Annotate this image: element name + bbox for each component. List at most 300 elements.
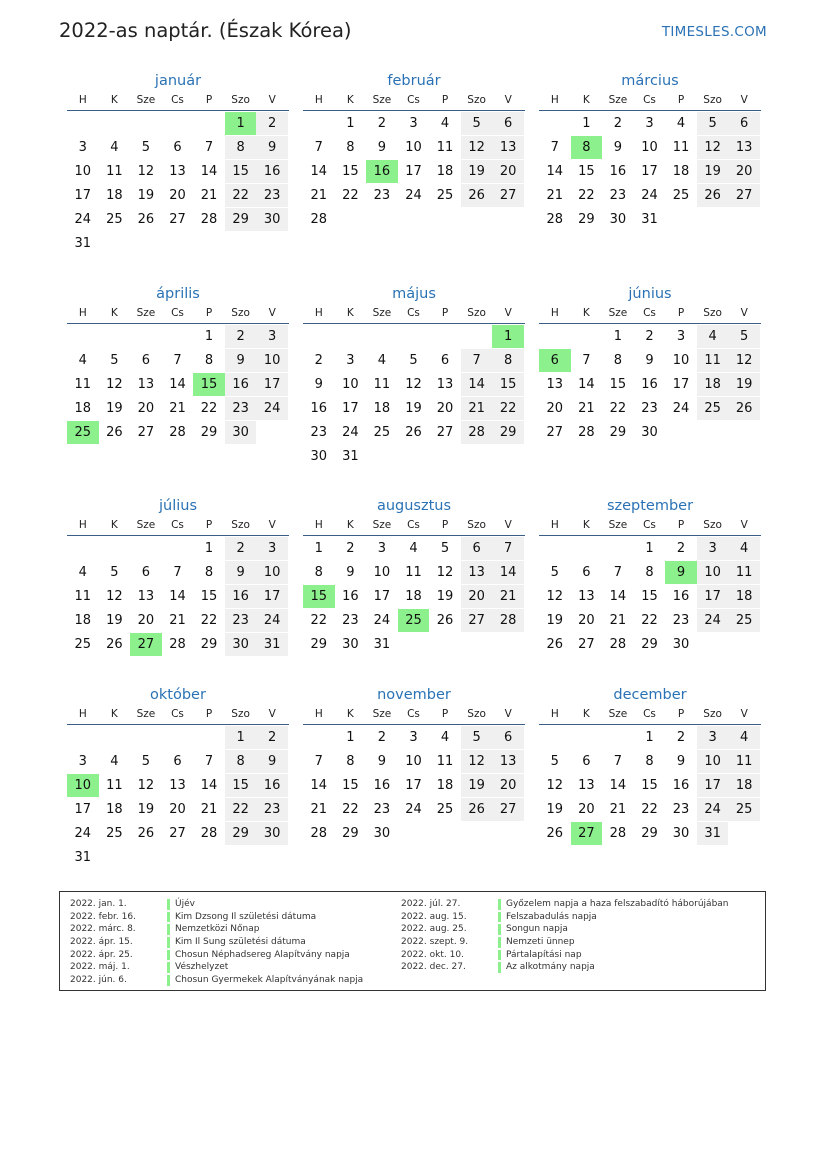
day-cell: 22	[578, 188, 595, 203]
weekday-label: Sze	[136, 519, 156, 531]
day-cell: 2	[346, 541, 355, 556]
legend-color-marker	[498, 962, 501, 973]
day-cell: 6	[582, 565, 591, 580]
day-cell: 3	[645, 116, 654, 131]
holiday-day-cell: 27	[130, 633, 162, 656]
day-cell: 12	[546, 589, 564, 604]
legend-color-marker	[498, 899, 501, 910]
day-cell: 29	[641, 826, 658, 841]
day-cell: 29	[310, 637, 328, 652]
weekday-label: Sze	[136, 307, 156, 319]
day-cell: 6	[582, 754, 591, 769]
weekday-label: H	[78, 708, 87, 720]
empty-day-cell	[99, 325, 131, 348]
day-cell: 5	[141, 140, 151, 155]
day-cell: 3	[78, 140, 87, 155]
weekday-label: V	[740, 307, 748, 319]
day-cell: 2	[377, 730, 387, 745]
weekday-label: Szo	[703, 94, 722, 106]
day-cell: 1	[346, 116, 355, 131]
day-cell: 4	[78, 565, 87, 580]
weekday-label: K	[582, 519, 590, 531]
day-cell: 16	[373, 778, 391, 793]
day-cell: 5	[110, 353, 119, 368]
day-cell: 30	[672, 637, 690, 652]
weekend-day-cell: 27	[492, 798, 524, 821]
day-cell: 14	[169, 589, 186, 604]
day-cell: 26	[137, 212, 155, 227]
legend-holiday-name: Az alkotmány napja	[506, 962, 595, 973]
day-cell: 18	[373, 401, 391, 416]
week-row	[539, 184, 761, 208]
weekday-label: V	[740, 94, 748, 106]
day-cell: 22	[310, 613, 328, 628]
day-cell: 1	[204, 541, 214, 556]
day-cell: 12	[106, 589, 123, 604]
week-row	[539, 160, 761, 184]
weekday-header	[539, 706, 761, 725]
legend-holiday-name: Chosun Néphadsereg Alapítvány napja	[175, 949, 350, 960]
week-row	[303, 160, 525, 184]
weekend-day-cell: 9	[225, 561, 257, 584]
weekday-label: Cs	[171, 94, 184, 106]
day-cell: 6	[173, 754, 182, 769]
weekend-day-cell: 9	[225, 349, 257, 372]
month-name: február	[387, 73, 441, 89]
day-cell: 13	[137, 589, 155, 604]
weekday-label: K	[346, 519, 354, 531]
day-cell: 4	[676, 116, 686, 131]
day-cell: 4	[377, 353, 387, 368]
month-5	[539, 285, 761, 445]
day-cell: 5	[550, 754, 559, 769]
week-row	[67, 136, 289, 160]
weekend-day-cell: 6	[728, 112, 760, 135]
weekend-day-cell: 20	[728, 160, 760, 183]
holiday-day-cell: 9	[665, 561, 697, 584]
day-cell: 26	[546, 826, 564, 841]
day-cell: 25	[373, 425, 391, 440]
holiday-day-cell: 1	[492, 325, 524, 348]
weekend-day-cell: 2	[256, 726, 288, 749]
day-cell: 16	[310, 401, 328, 416]
weekday-label: Szo	[467, 94, 486, 106]
day-cell: 25	[74, 637, 92, 652]
legend-date: 2022. aug. 15.	[401, 911, 467, 922]
weekend-day-cell: 30	[256, 208, 288, 231]
week-row	[67, 633, 289, 657]
day-cell: 29	[200, 425, 218, 440]
day-cell: 5	[440, 541, 450, 556]
weekend-day-cell: 10	[256, 561, 288, 584]
empty-day-cell	[256, 846, 288, 869]
day-cell: 22	[200, 401, 218, 416]
legend-column-left	[60, 898, 363, 987]
day-cell: 10	[641, 140, 658, 155]
day-cell: 9	[676, 754, 686, 769]
day-cell: 8	[346, 754, 355, 769]
weekend-day-cell: 20	[492, 160, 524, 183]
day-cell: 29	[609, 425, 627, 440]
weekend-day-cell: 11	[728, 750, 760, 773]
week-row	[539, 136, 761, 160]
empty-day-cell	[130, 537, 162, 560]
weekday-label: Szo	[231, 708, 250, 720]
week-row	[539, 561, 761, 585]
weekend-day-cell: 16	[225, 585, 257, 608]
weekday-header	[303, 706, 525, 725]
weekday-label: Szo	[467, 307, 486, 319]
weekend-day-cell: 29	[492, 421, 524, 444]
month-1	[303, 72, 525, 232]
week-row	[67, 421, 289, 445]
weekend-day-cell: 18	[697, 373, 729, 396]
weekday-label: V	[504, 519, 512, 531]
weekday-label: Szo	[467, 708, 486, 720]
legend-holiday-name: Újév	[175, 899, 195, 909]
day-cell: 18	[106, 188, 123, 203]
weekend-day-cell: 21	[461, 397, 493, 420]
day-cell: 13	[436, 377, 454, 392]
weekend-day-cell: 31	[256, 633, 288, 656]
empty-day-cell	[492, 208, 524, 231]
month-4	[303, 285, 525, 469]
weekday-header	[539, 305, 761, 324]
day-cell: 26	[106, 425, 123, 440]
day-cell: 11	[74, 377, 92, 392]
week-row	[303, 349, 525, 373]
day-cell: 24	[405, 188, 422, 203]
legend-color-marker	[167, 937, 170, 948]
week-row	[539, 750, 761, 774]
day-cell: 21	[310, 188, 328, 203]
weekend-day-cell: 13	[492, 750, 524, 773]
weekday-label: H	[78, 307, 87, 319]
legend-holiday-name: Győzelem napja a haza felszabadító háborújában	[506, 899, 729, 909]
day-cell: 10	[74, 164, 92, 179]
empty-day-cell	[461, 325, 493, 348]
day-cell: 1	[346, 730, 355, 745]
legend-date: 2022. máj. 1.	[70, 962, 130, 973]
weekday-label: Cs	[171, 307, 184, 319]
weekend-day-cell: 21	[492, 585, 524, 608]
empty-day-cell	[366, 208, 398, 231]
week-row	[539, 349, 761, 373]
week-row	[539, 373, 761, 397]
day-cell: 22	[641, 802, 658, 817]
week-row	[539, 325, 761, 349]
day-cell: 27	[137, 425, 155, 440]
holiday-day-cell: 8	[571, 136, 603, 159]
legend-date: 2022. febr. 16.	[70, 911, 136, 922]
empty-day-cell	[256, 232, 288, 255]
day-cell: 23	[672, 802, 690, 817]
day-cell: 10	[405, 140, 422, 155]
day-cell: 14	[200, 164, 218, 179]
day-cell: 29	[200, 637, 218, 652]
day-cell: 24	[74, 826, 92, 841]
day-cell: 12	[436, 565, 454, 580]
month-8	[539, 497, 761, 657]
weekday-label: K	[110, 307, 118, 319]
day-cell: 22	[342, 802, 359, 817]
empty-day-cell	[99, 726, 131, 749]
day-cell: 17	[74, 188, 92, 203]
empty-day-cell	[429, 325, 461, 348]
empty-day-cell	[728, 208, 760, 231]
legend-color-marker	[498, 924, 501, 935]
day-cell: 21	[546, 188, 564, 203]
weekday-label: Sze	[136, 94, 156, 106]
empty-day-cell	[303, 325, 335, 348]
day-cell: 30	[373, 826, 391, 841]
empty-day-cell	[99, 112, 131, 135]
day-cell: 18	[436, 164, 454, 179]
weekend-day-cell: 29	[225, 822, 257, 845]
day-cell: 2	[377, 116, 387, 131]
weekend-day-cell: 26	[728, 397, 760, 420]
week-row	[539, 585, 761, 609]
weekend-day-cell: 28	[492, 609, 524, 632]
day-cell: 21	[310, 802, 328, 817]
day-cell: 12	[137, 778, 155, 793]
day-cell: 17	[373, 589, 391, 604]
empty-day-cell	[665, 421, 697, 444]
day-cell: 21	[200, 802, 218, 817]
weekday-label: P	[677, 519, 685, 531]
day-cell: 28	[310, 212, 328, 227]
month-name: május	[392, 286, 436, 302]
day-cell: 19	[546, 613, 564, 628]
week-row	[303, 609, 525, 633]
week-row	[67, 609, 289, 633]
weekend-day-cell: 29	[225, 208, 257, 231]
day-cell: 7	[173, 565, 182, 580]
weekend-day-cell: 13	[461, 561, 493, 584]
empty-day-cell	[162, 325, 194, 348]
weekend-day-cell: 11	[697, 349, 729, 372]
empty-day-cell	[665, 208, 697, 231]
day-cell: 30	[641, 425, 658, 440]
day-cell: 5	[550, 565, 559, 580]
day-cell: 12	[106, 377, 123, 392]
weekday-label: V	[504, 307, 512, 319]
week-row	[539, 537, 761, 561]
weekday-label: Cs	[171, 708, 184, 720]
weekend-day-cell: 15	[225, 774, 257, 797]
empty-day-cell	[728, 822, 760, 845]
empty-day-cell	[193, 726, 225, 749]
weekend-day-cell: 12	[728, 349, 760, 372]
holiday-day-cell: 10	[67, 774, 99, 797]
day-cell: 17	[342, 401, 359, 416]
week-row	[67, 349, 289, 373]
empty-day-cell	[602, 537, 634, 560]
weekday-label: Szo	[231, 94, 250, 106]
week-row	[303, 397, 525, 421]
week-row	[303, 421, 525, 445]
day-cell: 6	[440, 353, 450, 368]
day-cell: 7	[204, 754, 214, 769]
week-row	[303, 822, 525, 846]
day-cell: 10	[342, 377, 359, 392]
legend-color-marker	[167, 924, 170, 935]
day-cell: 16	[342, 589, 359, 604]
empty-day-cell	[602, 726, 634, 749]
month-name: március	[621, 73, 679, 89]
weekend-day-cell: 13	[728, 136, 760, 159]
day-cell: 7	[550, 140, 559, 155]
empty-day-cell	[99, 232, 131, 255]
day-cell: 4	[409, 541, 418, 556]
empty-day-cell	[130, 726, 162, 749]
legend-holiday-name: Kim Dzsong Il születési dátuma	[175, 911, 317, 922]
brand-link[interactable]: TIMESLES.COM	[661, 24, 767, 40]
weekday-header	[67, 92, 289, 111]
legend-date: 2022. ápr. 15.	[70, 937, 133, 948]
legend-row	[60, 961, 363, 974]
week-row	[539, 798, 761, 822]
day-cell: 2	[676, 730, 686, 745]
day-cell: 4	[110, 754, 119, 769]
weekday-label: Cs	[643, 519, 656, 531]
day-cell: 7	[314, 140, 323, 155]
weekday-label: Szo	[703, 307, 722, 319]
legend-date: 2022. jún. 6.	[70, 975, 127, 986]
empty-day-cell	[162, 232, 194, 255]
weekday-label: P	[441, 307, 449, 319]
weekend-day-cell: 6	[492, 726, 524, 749]
empty-day-cell	[429, 208, 461, 231]
week-row	[67, 184, 289, 208]
weekend-day-cell: 15	[492, 373, 524, 396]
day-cell: 9	[314, 377, 323, 392]
legend-holiday-name: Vészhelyzet	[175, 962, 229, 973]
day-cell: 6	[141, 353, 151, 368]
month-name: augusztus	[376, 498, 452, 514]
day-cell: 21	[609, 613, 627, 628]
weekday-header	[303, 92, 525, 111]
weekday-header	[67, 706, 289, 725]
weekend-day-cell: 2	[256, 112, 288, 135]
day-cell: 13	[578, 778, 595, 793]
empty-day-cell	[193, 232, 225, 255]
day-cell: 10	[405, 754, 422, 769]
page-title: 2022-as naptár. (Észak Kórea)	[59, 19, 352, 42]
weekday-label: Sze	[372, 94, 392, 106]
month-name: december	[613, 687, 687, 703]
day-cell: 11	[436, 140, 454, 155]
month-name: július	[158, 498, 198, 514]
month-9	[67, 686, 289, 870]
day-cell: 20	[436, 401, 454, 416]
weekday-label: K	[110, 94, 118, 106]
weekday-label: Sze	[608, 307, 628, 319]
empty-day-cell	[697, 208, 729, 231]
day-cell: 7	[204, 140, 214, 155]
day-cell: 14	[200, 778, 218, 793]
day-cell: 8	[346, 140, 355, 155]
day-cell: 8	[204, 353, 214, 368]
legend-row	[60, 936, 363, 949]
empty-day-cell	[225, 232, 257, 255]
day-cell: 15	[342, 778, 359, 793]
empty-day-cell	[67, 325, 99, 348]
day-cell: 7	[582, 353, 591, 368]
day-cell: 14	[578, 377, 595, 392]
weekday-label: Cs	[171, 519, 184, 531]
day-cell: 30	[609, 212, 627, 227]
week-row	[303, 445, 525, 469]
weekday-label: H	[78, 519, 87, 531]
day-cell: 14	[609, 589, 627, 604]
weekend-day-cell: 3	[256, 325, 288, 348]
day-cell: 3	[377, 541, 387, 556]
day-cell: 18	[405, 589, 422, 604]
week-row	[303, 633, 525, 657]
day-cell: 4	[78, 353, 87, 368]
day-cell: 4	[110, 140, 119, 155]
month-7	[303, 497, 525, 657]
week-row	[67, 822, 289, 846]
day-cell: 2	[645, 329, 654, 344]
weekday-label: P	[677, 94, 685, 106]
day-cell: 28	[169, 425, 186, 440]
weekend-day-cell: 11	[728, 561, 760, 584]
day-cell: 30	[672, 826, 690, 841]
weekday-label: V	[268, 307, 276, 319]
week-row	[67, 208, 289, 232]
legend-holiday-name: Nemzeti ünnep	[506, 937, 575, 948]
empty-day-cell	[539, 726, 571, 749]
week-row	[67, 397, 289, 421]
empty-day-cell	[571, 537, 603, 560]
legend-date: 2022. júl. 27.	[401, 899, 461, 909]
legend-date: 2022. okt. 10.	[401, 949, 464, 960]
week-row	[539, 774, 761, 798]
week-row	[303, 373, 525, 397]
weekday-label: Sze	[372, 519, 392, 531]
day-cell: 9	[377, 140, 387, 155]
weekday-label: H	[78, 94, 87, 106]
weekday-label: Cs	[407, 307, 420, 319]
weekend-day-cell: 31	[697, 822, 729, 845]
day-cell: 17	[405, 164, 422, 179]
weekend-day-cell: 25	[728, 798, 760, 821]
day-cell: 29	[578, 212, 595, 227]
weekday-label: Szo	[231, 519, 250, 531]
weekend-day-cell: 6	[492, 112, 524, 135]
weekend-day-cell: 20	[461, 585, 493, 608]
empty-day-cell	[539, 325, 571, 348]
day-cell: 15	[641, 589, 658, 604]
week-row	[303, 561, 525, 585]
month-11	[539, 686, 761, 846]
day-cell: 6	[141, 565, 151, 580]
month-3	[67, 285, 289, 445]
day-cell: 25	[106, 212, 123, 227]
day-cell: 13	[546, 377, 564, 392]
legend-holiday-name: Kim Il Sung születési dátuma	[175, 937, 306, 948]
day-cell: 3	[409, 730, 418, 745]
weekend-day-cell: 16	[256, 774, 288, 797]
weekend-day-cell: 6	[461, 537, 493, 560]
day-cell: 17	[641, 164, 658, 179]
week-row	[303, 136, 525, 160]
day-cell: 22	[609, 401, 627, 416]
day-cell: 28	[609, 826, 627, 841]
weekend-day-cell: 24	[697, 798, 729, 821]
